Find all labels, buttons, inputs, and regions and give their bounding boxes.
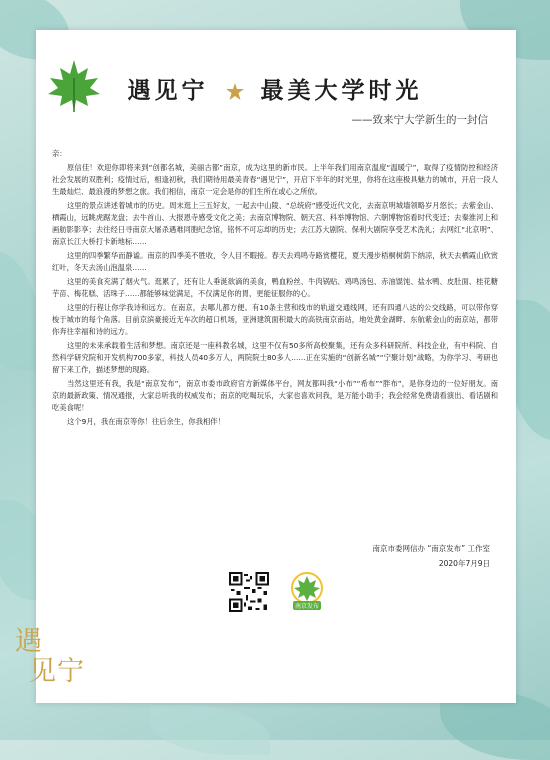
- letter-signature: 南京市委网信办 “南京发布” 工作室: [372, 544, 490, 553]
- letter-date: 2020年7月9日: [438, 559, 490, 568]
- letter-paragraph: 这里的美食充满了烟火气。逛累了，还有让人垂涎欲滴的美食，鸭血粉丝、牛肉锅贴、鸡鸣汤包、赤油馄饨、盐水鸭、皮肚面、桂花糖芋苗、梅花糕、活珠子……都能够味觉满足，不仅满足你的胃，更能征服你的心。: [52, 277, 498, 298]
- star-leaf-icon: [225, 82, 245, 102]
- bg-leaf: [0, 250, 40, 370]
- brand-line-2: 见宁: [29, 656, 85, 687]
- letter-paragraph: 当然这里还有我，我是“南京发布”，南京市委市政府官方新媒体平台，网友都叫我“小布”“希布”“胖布”，是你身边的一位好朋友。南京的最新政策、情况通报，大家总听我的权威发布；南京的吃喝玩乐，大家也喜欢问我，是万能小助手；我会经常免费请看演出、看话剧和吃美食呢！: [52, 379, 498, 412]
- qr-code-icon[interactable]: [229, 572, 269, 612]
- letter-paragraph: 这里的四季繁华而静谧。南京的四季美不胜收，令人目不暇接。春天去鸡鸣寺路赏樱花，夏天漫步梧桐树荫下纳凉，秋天去栖霞山欣赏红叶，冬天去汤山泡温泉……: [52, 251, 498, 272]
- letter-paragraph: 这个9月，我在南京等你！往后余生，你我相伴！: [67, 417, 225, 426]
- brand-line-1: 遇: [15, 626, 43, 657]
- letter-body: [52, 148, 498, 430]
- letter-subtitle: ——致来宁大学新生的一封信: [351, 114, 488, 126]
- letter-title: 遇见宁 最美大学时光: [127, 77, 423, 104]
- letter-paragraph: 这里的行程让你学我诗和远方。在南京，去哪儿都方便。有10条主营和线市的轨道交通线网，还有四通八达的公交线路，可以带你穿梭于城市的每个角落。目前京滨豪接近无车次的超口机场，亚洲建筑面积最大的高铁南京南站，地处黄金湖畔、东航紫金山的南京站，都带你奔往幸福和诗的远方。: [52, 303, 498, 336]
- letter-greeting: 亲：: [52, 149, 67, 158]
- brand-mark: [15, 627, 85, 687]
- nanjing-fabu-logo-icon[interactable]: [289, 572, 325, 612]
- letter-signature-block: [372, 541, 490, 571]
- letter-paragraph: 这里的未来承载着生活和梦想。南京还是一座科教名城，这里不仅有50多所高校聚集，还有众多科研院所、科技企业，有中科院、自然科学研究院和开发机构700多家，科技人员40多万人，两院院士80多人……正在实施的“创新名城”“宁聚计划”战略，为你学习、考研也留下来工作，描述梦想的现路。: [52, 341, 498, 374]
- letter-paragraph: 这里的景点讲述着城市的历史。周末逛上三五好友，一起去中山陵、“总统府”感受近代文化，去南京明城墙领略岁月悠长；去紫金山、栖霞山，远眺虎踞龙盘；去牛首山、大报恩寺感受文化之美；去南京博物院、朝天宫、科举博物馆、六朝博物馆看时代变迁；去秦淮河上和画舫影影享；去往经日寻南京大屠杀遇难同胞纪念馆，铭怀不可忘却的历史；去江苏大剧院、保利大剧院享受艺术洗礼；去网红“北京明”、南京长江大桥打卡新地标……: [52, 201, 498, 246]
- bg-leaf: [150, 705, 270, 755]
- logo-label: 南京发布: [294, 603, 320, 610]
- letter-paragraph: 原信佳！欢迎你即将来到“创都名城，美丽古都”南京，成为这里的新市民。上半年我们用南京温度“温暖宁”，取得了疫情防控和经济社会发展的双胜利；疫情过后，相逢初秋，我们期待用最美青春“遇见宁”，开启下半年的时光里，你将在这座极具魅力的城市，开启一段人生最灿烂、最浪漫的梦想之旅。我们相信，南京一定会是你的们生所在或心之所依。: [52, 163, 498, 196]
